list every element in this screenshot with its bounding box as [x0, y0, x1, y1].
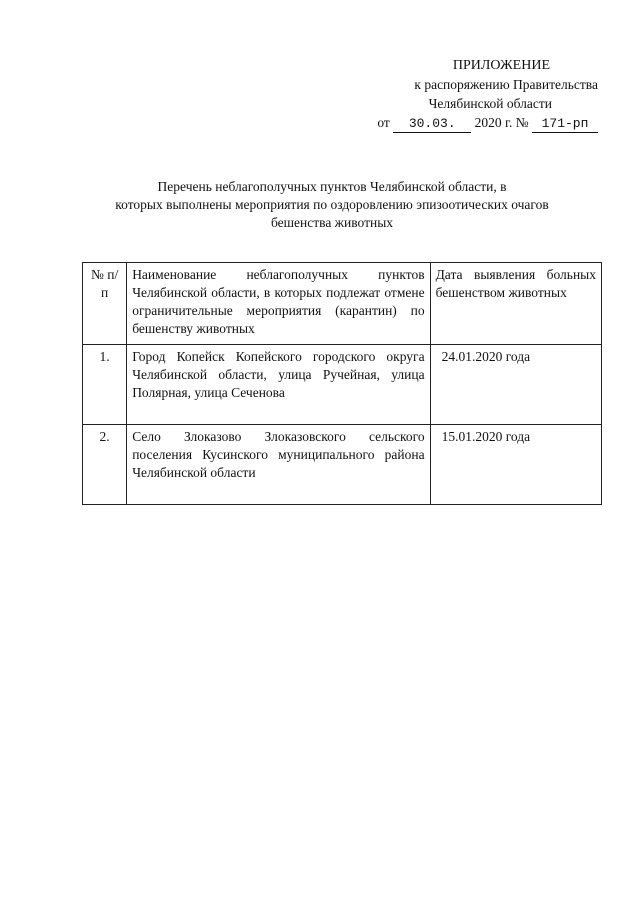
annex-heading: ПРИЛОЖЕНИЕ	[452, 58, 550, 73]
annex-date-handwritten: 30.03.	[393, 116, 471, 133]
localities-table	[82, 262, 602, 505]
row-date	[430, 345, 601, 425]
row-date-value: 24.01.2020 года	[441, 349, 531, 364]
title-line-3: бешенства животных	[270, 215, 394, 230]
row-date	[430, 425, 601, 505]
row-date-value: 15.01.2020 года	[441, 429, 531, 444]
annex-line-order: к распоряжению Правительства	[414, 77, 598, 92]
annex-year-text: 2020 г. №	[474, 115, 529, 130]
row-num: 2.	[83, 425, 127, 505]
annex-block	[358, 56, 598, 133]
row-name: Село Злоказово Злоказовского сельского поселения Кусинского муниципального района Челябинской области	[127, 425, 430, 505]
row-name: Город Копейск Копейского городского округа Челябинской области, улица Ручейная, улица Полярная, улица Сеченова	[127, 345, 430, 425]
table-row	[83, 425, 602, 505]
row-num: 1.	[83, 345, 127, 425]
table-row	[83, 345, 602, 425]
header-date: Дата выявления больных бешенством животных	[430, 263, 601, 345]
document-title	[86, 178, 578, 232]
table-header-row	[83, 263, 602, 345]
annex-date-line	[358, 113, 598, 133]
annex-line-region: Челябинской области	[428, 96, 552, 111]
title-line-1: Перечень неблагополучных пунктов Челябинской области, в	[157, 179, 507, 194]
annex-number-handwritten: 171-рп	[532, 116, 598, 133]
header-num: № п/п	[83, 263, 127, 345]
title-line-2: которых выполнены мероприятия по оздоровлению эпизоотических очагов	[115, 197, 549, 212]
annex-date-prefix: от	[377, 115, 390, 130]
header-name: Наименование неблагополучных пунктов Челябинской области, в которых подлежат отмене ограничительные мероприятия (карантин) по бешенству животных	[127, 263, 430, 345]
